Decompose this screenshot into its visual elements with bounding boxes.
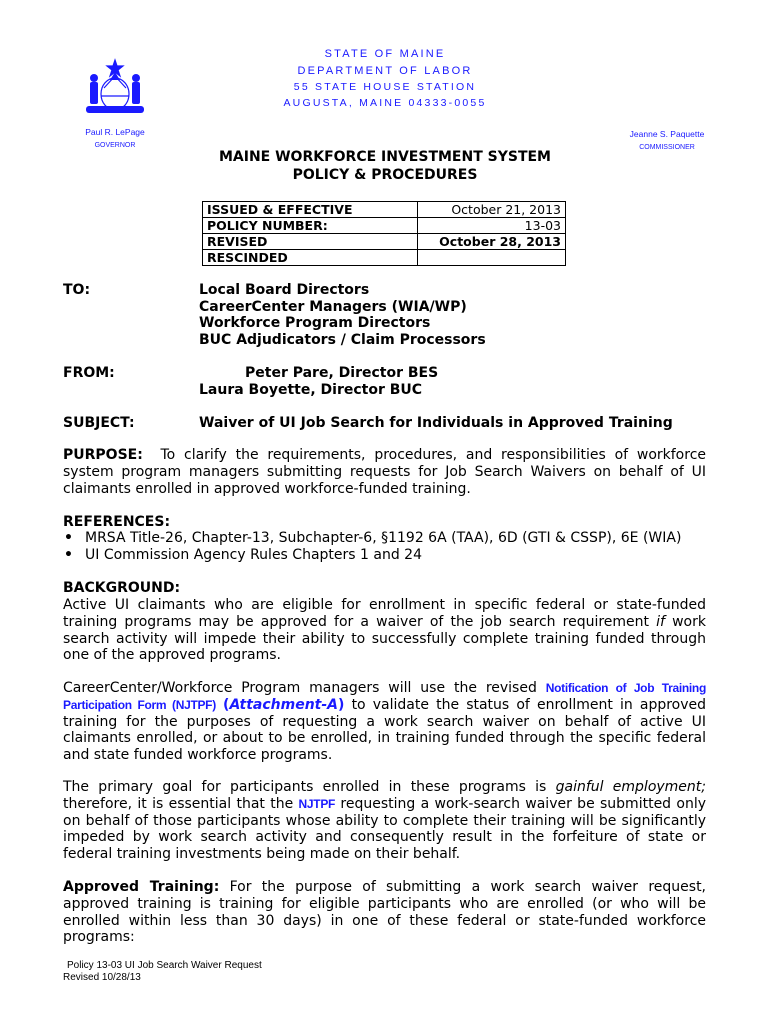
letterhead-address: 55 STATE HOUSE STATION [293, 81, 477, 93]
policy-info-table [202, 201, 566, 266]
footer-revised: Revised 10/28/13 [63, 972, 141, 983]
njtpf-link[interactable]: NJTPF [298, 796, 336, 811]
subject-label: SUBJECT: [63, 415, 135, 431]
emphasis-text: gainful employment; [555, 779, 706, 795]
table-label: POLICY NUMBER: [203, 218, 418, 234]
paragraph-text: CareerCenter/Workforce Program managers will use the revised [63, 680, 537, 696]
table-value: October 21, 2013 [418, 202, 566, 218]
to-label: TO: [63, 282, 91, 298]
njtpf-form-link[interactable]: Notification of Job Training Participation Form (NJTPF) [63, 681, 706, 712]
table-row [203, 234, 566, 250]
list-item: • MRSA Title-26, Chapter-13, Subchapter-6, §1192 6A (TAA), 6D (GTI & CSSP), 6E (WIA) [63, 530, 706, 547]
to-recipient: Local Board Directors [199, 282, 370, 298]
from-sender: Peter Pare, Director BES [245, 365, 439, 381]
purpose-paragraph [63, 447, 706, 497]
subject-text: Waiver of UI Job Search for Individuals in Approved Training [199, 415, 673, 431]
letterhead-department: DEPARTMENT OF LABOR [297, 65, 473, 77]
approved-training-label: Approved Training: [63, 879, 220, 895]
background-paragraph-1 [63, 597, 706, 664]
background-label: BACKGROUND: [63, 580, 181, 596]
table-label: REVISED [203, 234, 418, 250]
table-row [203, 218, 566, 234]
table-value: October 28, 2013 [418, 234, 566, 250]
footer-policy: Policy 13-03 UI Job Search Waiver Request [67, 960, 262, 971]
background-paragraph-3 [63, 779, 706, 863]
to-recipient: BUC Adjudicators / Claim Processors [199, 332, 486, 348]
references-label: REFERENCES: [63, 514, 171, 530]
from-sender: Laura Boyette, Director BUC [199, 382, 423, 398]
paragraph-text: The primary goal for participants enrolled in these programs is [63, 779, 547, 795]
attachment-a-link[interactable]: Attachment-A [229, 696, 339, 713]
table-label: RESCINDED [203, 250, 418, 266]
paragraph-text: Active UI claimants who are eligible for enrollment in specific federal or state-funded training programs may be approved for a waiver of the job search requirement [63, 597, 706, 630]
from-label: FROM: [63, 365, 115, 381]
purpose-label: PURPOSE: [63, 447, 143, 463]
commissioner-title: COMMISSIONER [639, 144, 695, 151]
references-list [63, 530, 706, 564]
table-row [203, 202, 566, 218]
title-line1: MAINE WORKFORCE INVESTMENT SYSTEM [218, 149, 551, 165]
approved-training-paragraph [63, 879, 706, 946]
to-recipient: Workforce Program Directors [199, 315, 431, 331]
commissioner-name: Jeanne S. Paquette [629, 129, 705, 139]
table-value [418, 250, 566, 266]
paragraph-text: to validate the status of enrollment in approved training for the purposes of requesting a work search waiver on behalf of active UI claimants enrolled, or about to be enrolled, in training funded through the specific federal and state funded workforce programs. [63, 696, 707, 764]
letterhead-state: STATE OF MAINE [324, 48, 446, 60]
governor-name: Paul R. LePage [85, 127, 145, 137]
governor-title: GOVERNOR [94, 142, 136, 149]
emphasis-text: if [656, 613, 665, 630]
purpose-text: To clarify the requirements, procedures, and responsibilities of workforce system program managers submitting requests for Job Search Waivers on behalf of UI claimants enrolled in approved workforce-funded training. [63, 447, 706, 497]
title-line2: POLICY & PROCEDURES [292, 167, 478, 183]
approved-training-text: For the purpose of submitting a work search waiver request, approved training is training for eligible participants who are enrolled (or who will be enrolled within less than 30 days) in one of these federal or state-funded workforce programs: [63, 879, 707, 946]
to-recipient: CareerCenter Managers (WIA/WP) [199, 299, 467, 315]
letterhead-city: AUGUSTA, MAINE 04333-0055 [283, 97, 487, 109]
background-paragraph-2: CareerCenter/Workforce Program managers will use the revised Notification of Job Training Participation Form (NJTPF) (Attachment-A) to validate the status of enrollment in approved training for the purposes of requesting a work search waiver on behalf of active UI claimants enrolled, or about to be enrolled, in training funded through the specific federal and state funded workforce programs. [63, 680, 707, 764]
paragraph-text: work search activity will impede their ability to successfully complete training funded through one of the approved programs. [63, 613, 706, 664]
table-value: 13-03 [418, 218, 566, 234]
table-row [203, 250, 566, 266]
list-item: • UI Commission Agency Rules Chapters 1 and 24 [63, 547, 706, 564]
paragraph-text: therefore, it is essential that the [63, 795, 294, 812]
table-label: ISSUED & EFFECTIVE [203, 202, 418, 218]
paragraph-text: requesting a work-search waiver be submitted only on behalf of those participants whose ability to complete their training will be significantly impeded by work search activity and consequently result in the forfeiture of state or federal training investments being made on their behalf. [63, 795, 707, 863]
